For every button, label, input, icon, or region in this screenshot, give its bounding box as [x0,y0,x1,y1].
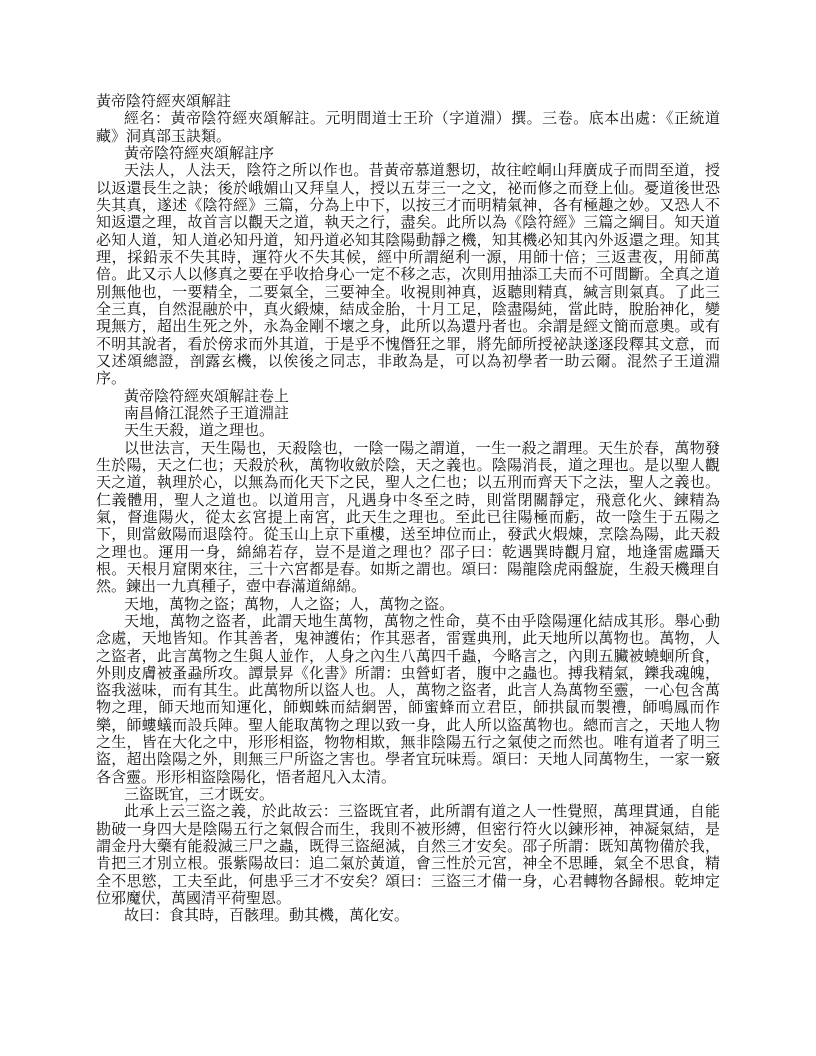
paragraph-scripture-line-4: 故曰：食其時，百骸理。動其機，萬化安。 [124,908,410,925]
document-body [96,94,720,926]
paragraph-commentary-1: 以世法言，天生陽也，天殺陰也，一陰一陽之謂道，一生一殺之謂理。天生於春，萬物發生於陽，天之仁也；天殺於秋，萬物收斂於陰，天之義也。陰陽消長，道之理也。是以聖人觀天之道，執理於心，以無為而化天下之民，聖人之仁也；以五刑而齊天下之法，聖人之義也。仁義體用，聖人之道也。以道用言，凡遇身中冬至之時，則當閉關靜定，飛意化火、鍊精為氣，督進陽火，從太玄宮提上南宮，此天生之理也。至此已往陽極而虧，故一陰生于五陽之下，則當斂陽而退陰符。從玉山上京下重樓，送至坤位而止，發武火煆煉，烹陰為陽，此天殺之理也。運用一身，綿綿若存，豈不是道之理也？邵子曰：乾遇巽時觀月窟，地逢雷處躡天根。天根月窟閑來往，三十六宮都是春。如斯之謂也。頌曰：陽龍陰虎兩盤旋，生殺天機理自然。鍊出一九真種子，壺中春滿道綿綿。 [96,440,720,596]
paragraph-volume-heading: 黃帝陰符經夾頌解註卷上 [124,388,290,405]
paragraph-preface-heading: 黃帝陰符經夾頌解註序 [124,145,275,162]
paragraph-bibliographic-note: 經名：黃帝陰符經夾頌解註。元明間道士王玠（字道淵）撰。三卷。底本出處：《正統道藏》洞真部玉訣類。 [96,111,720,145]
paragraph-commentary-2: 天地，萬物之盜者，此謂天地生萬物，萬物之性命，莫不由乎陰陽運化結成其形。舉心動念處，天地皆知。作其善者，鬼神護佑；作其惡者，雷霆典刑，此天地所以萬物也。萬物，人之盜者，此言萬物之生與人並作，人身之內生八萬四千蟲，今略言之，內則五臟被蟯蛔所食，外則皮膚被蚤蝨所攻。譚景昇《化書》所謂：虫營虰者，腹中之蟲也。搏我精氣，鑠我魂魄，盜我滋味，而有其生。此萬物所以盜人也。人，萬物之盜者，此言人為萬物至靈，一心包含萬物之理，師天地而知運化，師蜘蛛而結網罟，師蜜蜂而立君臣，師拱鼠而製禮，師鳴鳳而作樂，師螻蟻而設兵陣。聖人能取萬物之理以致一身，此人所以盜萬物也。總而言之，天地人物之生，皆在大化之中，形形相盜，物物相欺，無非陰陽五行之氣使之而然也。唯有道者了明三盜，超出陰陽之外，則無三尸所盜之害也。學者宜玩味焉。頌曰：天地人同萬物生，一家一竅各含靈。形形相盜陰陽化，悟者超凡入太清。 [96,613,720,786]
document-title: 黃帝陰符經夾頌解註 [96,94,232,110]
paragraph-scripture-line-3: 三盜既宜，三才既安。 [124,787,275,804]
paragraph-scripture-line-1: 天生天殺，道之理也。 [124,423,275,440]
paragraph-author-line: 南昌脩江混然子王道淵註 [124,405,290,422]
paragraph-preface-body: 天法人，人法天，陰符之所以作也。昔黃帝慕道懇切，故往崆峒山拜廣成子而問至道，授以返還長生之訣；後於峨媚山又拜皇人，授以五芽三一之文，祕而修之而登上仙。憂道後世恐失其真，遂述《陰符經》三篇，分為上中下，以按三才而明精氣神，各有極趣之妙。又恐人不知返還之理，故首言以觀天之道，執天之行，盡矣。此所以為《陰符經》三篇之綱目。知天道必知人道，知人道必知丹道，知丹道必知其陰陽動靜之機，知其機必知其內外返還之理。知其理，採鉛汞不失其時，運符火不失其候，經中所謂絕利一源，用師十倍；三返晝夜，用師萬倍。此又示人以修真之要在乎收拾身心一定不移之志，次則用抽添工夫而不可間斷。全真之道別無他也，一要精全，二要氣全，三要神全。收視則神真，返聽則精真，緘言則氣真。了此三全三真，自然混融於中，真火緞煉，結成金胎，十月工足，陰盡陽純，當此時，脫胎神化，變現無方，超出生死之外，永為金剛不壞之身，此所以為還丹者也。余謂是經文簡而意奧。或有不明其說者，看於傍求而外其道，于是乎不愧僭狂之罪，將先師所授祕訣遂逐段釋其文意，而又述頌總證，剖露玄機，以俟後之同志，非敢為是，可以為初學者一助云爾。混然子王道淵序。 [96,163,720,388]
paragraph-commentary-3: 此承上云三盜之義，於此故云：三盜既宜者，此所謂有道之人一性覺照，萬理貫通，自能勘破一身四大是陰陽五行之氣假合而生，我則不被形縛，但密行符火以鍊形神，神凝氣結，是謂金丹大藥有能殺滅三尸之蟲，既得三盜絕滅，自然三才安矣。邵子所謂：既知萬物備於我，肯把三才別立根。張紫陽故曰：追二氣於黃道，會三性於元宮，神全不思睡，氣全不思食，精全不思慾，工夫至此，何患乎三才不安矣？頌曰：三盜三才備一身，心君轉物各歸根。乾坤定位邪魔伏，萬國清平荷聖恩。 [96,804,720,908]
paragraph-scripture-line-2: 天地，萬物之盜；萬物，人之盜；人，萬物之盜。 [124,596,455,613]
